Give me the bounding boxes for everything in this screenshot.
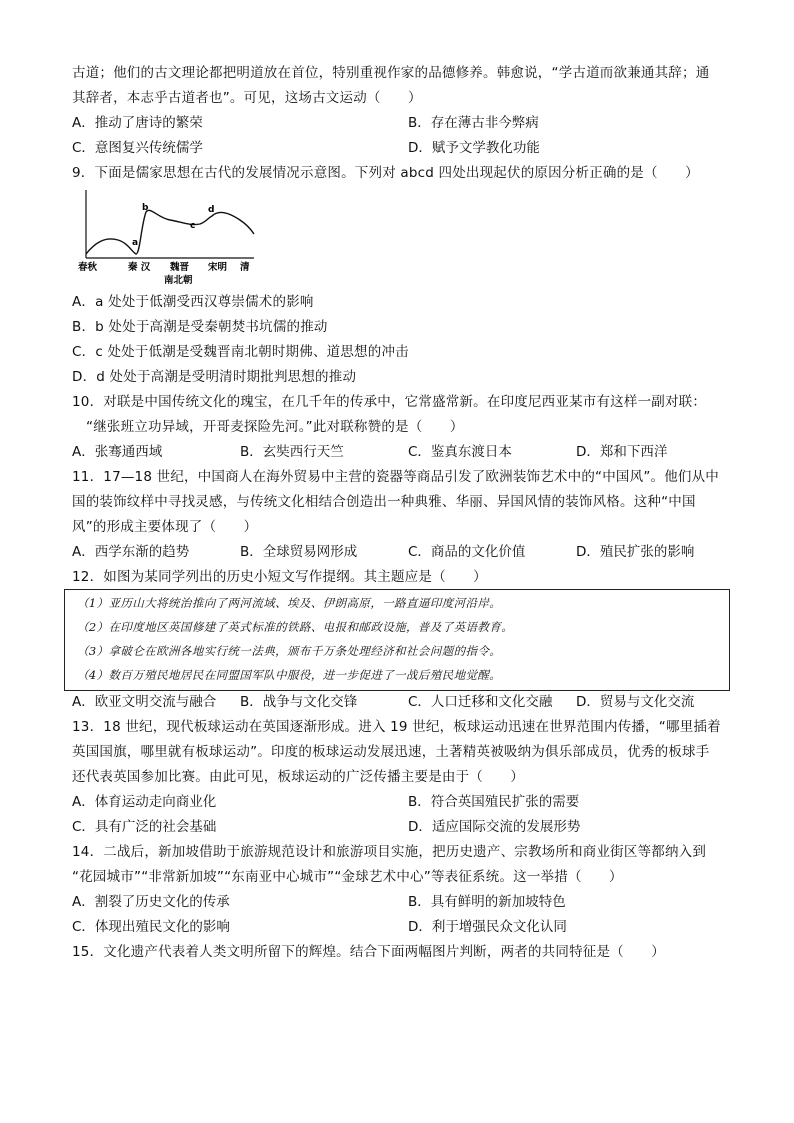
point-label-a: a xyxy=(132,238,139,248)
q13-option-c: C．具有广泛的社会基础 xyxy=(72,819,217,835)
q14-stem-line2: “花园城市”“非常新加坡”“东南亚中心城市”“金球艺术中心”等表征系统。这一举措（ ） xyxy=(72,869,623,885)
q12-option-b: B．战争与文化交锋 xyxy=(240,694,358,710)
x-tick-label: 宋明 xyxy=(208,262,228,273)
q8-option-a: A．推动了唐诗的繁荣 xyxy=(72,115,203,131)
q10-option-a: A．张骞通西域 xyxy=(72,444,163,460)
q10-stem-line2: “继张班立功异域，开哥麦探险先河。”此对联称赞的是（ ） xyxy=(86,419,464,435)
q14-option-d: D．利于增强民众文化认同 xyxy=(408,919,567,935)
confucianism-trend-chart xyxy=(78,188,258,288)
x-tick-label: 秦 汉 xyxy=(128,262,151,273)
q8-stem-line2: 其辞者，本志乎古道者也”。可见，这场古文运动（ ） xyxy=(72,90,422,106)
q10-stem-line1: 10．对联是中国传统文化的瑰宝，在几千年的传承中，它常盛常新。在印度尼西亚某市有这样一副对联： xyxy=(72,394,707,410)
q14-option-b: B．具有鲜明的新加坡特色 xyxy=(408,894,566,910)
q13-stem-line3: 还代表英国参加比赛。由此可见，板球运动的广泛传播主要是由于（ ） xyxy=(72,769,525,785)
q10-option-b: B．玄奘西行天竺 xyxy=(240,444,344,460)
q15-stem: 15．文化遗产代表着人类文明所留下的辉煌。结合下面两幅图片判断，两者的共同特征是（ ） xyxy=(72,944,665,960)
q9-option-b: B．b 处处于高潮是受秦朝焚书坑儒的推动 xyxy=(72,319,328,335)
q12-stem: 12．如图为某同学列出的历史小短文写作提纲。其主题应是（ ） xyxy=(72,569,487,585)
q11-stem-line2: 国的装饰纹样中寻找灵感，与传统文化相结合创造出一种典雅、华丽、异国风情的装饰风格。这种“中国 xyxy=(72,494,696,510)
q10-option-c: C．鉴真东渡日本 xyxy=(408,444,512,460)
q9-option-c: C．c 处处于低潮是受魏晋南北朝时期佛、道思想的冲击 xyxy=(72,344,409,360)
q11-option-b: B．全球贸易网形成 xyxy=(240,544,358,560)
q8-option-b: B．存在薄古非今弊病 xyxy=(408,115,539,131)
x-tick-label: 春秋 xyxy=(78,262,98,273)
q11-option-c: C．商品的文化价值 xyxy=(408,544,526,560)
q13-stem-line2: 英国国旗，哪里就有板球运动”。印度的板球运动发展迅速，土著精英被吸纳为俱乐部成员，优秀的板球手 xyxy=(72,744,710,760)
q9-option-d: D．d 处处于高潮是受明清时期批判思想的推动 xyxy=(72,369,357,385)
q14-option-c: C．体现出殖民文化的影响 xyxy=(72,919,230,935)
q13-stem-line1: 13．18 世纪，现代板球运动在英国逐渐形成。进入 19 世纪，板球运动迅速在世界范围内传播，“哪里插着 xyxy=(72,719,721,735)
q12-option-a: A．欧亚文明交流与融合 xyxy=(72,694,217,710)
trend-curve xyxy=(86,210,254,254)
point-label-c: c xyxy=(190,221,196,231)
point-label-b: b xyxy=(142,203,149,213)
q13-option-d: D．适应国际交流的发展形势 xyxy=(408,819,581,835)
q11-stem-line3: 风”的形成主要体现了（ ） xyxy=(72,519,258,535)
outline-item-2: （2）在印度地区英国修建了英式标准的铁路、电报和邮政设施，普及了英语教育。 xyxy=(77,620,514,634)
q8-option-c: C．意图复兴传统儒学 xyxy=(72,140,203,156)
x-tick-label: 南北朝 xyxy=(164,275,193,286)
q12-option-d: D．贸易与文化交流 xyxy=(576,694,695,710)
q12-option-c: C．人口迁移和文化交融 xyxy=(408,694,553,710)
q13-option-a: A．体育运动走向商业化 xyxy=(72,794,217,810)
q9-option-a: A．a 处处于低潮受西汉尊崇儒术的影响 xyxy=(72,294,314,310)
q8-stem-line1: 古道；他们的古文理论都把明道放在首位，特别重视作家的品德修养。韩愈说，“学古道而欲兼通其辞；通 xyxy=(72,65,710,81)
q9-stem: 9．下面是儒家思想在古代的发展情况示意图。下列对 abcd 四处出现起伏的原因分析正确的是（ ） xyxy=(72,165,699,181)
q11-option-a: A．西学东渐的趋势 xyxy=(72,544,190,560)
x-tick-label: 魏晋 xyxy=(170,262,190,273)
q8-option-d: D．赋予文学教化功能 xyxy=(408,140,540,156)
outline-item-4: （4）数百万殖民地居民在同盟国军队中服役，进一步促进了一战后殖民地觉醒。 xyxy=(77,668,502,682)
q14-stem-line1: 14．二战后，新加坡借助于旅游规范设计和旅游项目实施，把历史遗产、宗教场所和商业街区等都纳入到 xyxy=(72,844,707,860)
q11-option-d: D．殖民扩张的影响 xyxy=(576,544,695,560)
outline-item-3: （3）拿破仑在欧洲各地实行统一法典，颁布千万条处理经济和社会问题的指令。 xyxy=(77,644,502,658)
q14-option-a: A．割裂了历史文化的传承 xyxy=(72,894,230,910)
q12-outline-box xyxy=(64,589,730,691)
x-tick-label: 清 xyxy=(240,262,250,273)
q10-option-d: D．郑和下西洋 xyxy=(576,444,668,460)
point-label-d: d xyxy=(208,205,215,215)
q13-option-b: B．符合英国殖民扩张的需要 xyxy=(408,794,580,810)
q11-stem-line1: 11．17—18 世纪，中国商人在海外贸易中主营的瓷器等商品引发了欧洲装饰艺术中的“中国风”。他们从中 xyxy=(72,469,720,485)
outline-item-1: （1）亚历山大将统治推向了两河流域、埃及、伊朗高原，一路直逼印度河沿岸。 xyxy=(77,596,502,610)
